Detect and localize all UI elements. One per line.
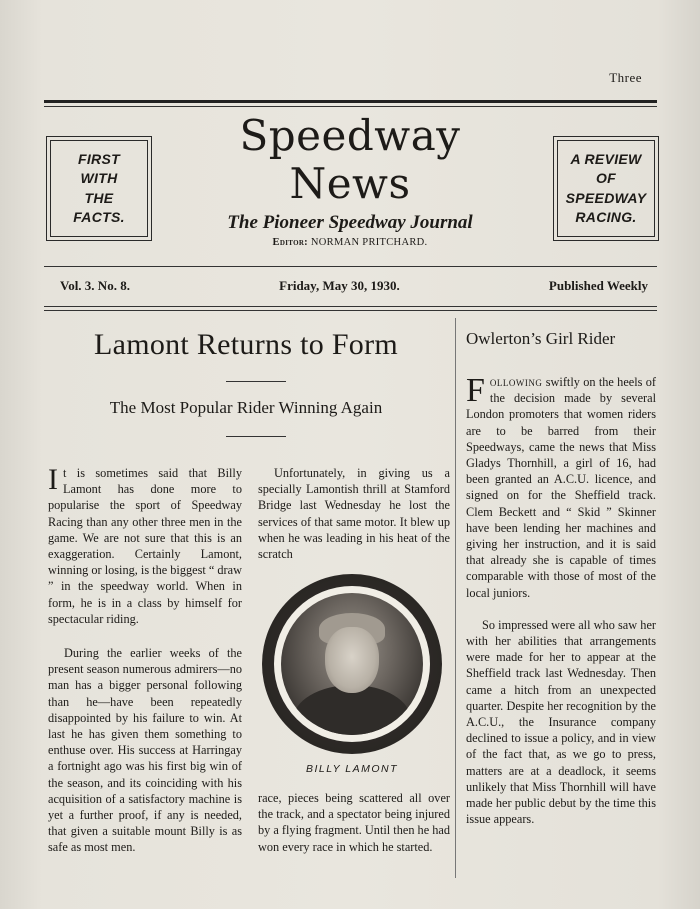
portrait-image	[281, 593, 423, 735]
slogan-left-line: THE	[84, 189, 114, 206]
main-article-column-2	[258, 465, 450, 562]
editor-label: Editor:	[272, 237, 308, 248]
slogan-right-line: A REVIEW	[570, 150, 642, 167]
slogan-left-line: WITH	[80, 170, 118, 186]
editor-credit	[180, 237, 520, 248]
article-paragraph: Unfortunately, in giving us a specially Lamontish thrill at Stamford Bridge last Wednesday he lost the services of that same motor. It blew up when he was leading in his heat of the scratch	[258, 466, 450, 562]
volume-number: Vol. 3. No. 8.	[60, 278, 130, 293]
page-number: Three	[609, 70, 642, 85]
slogan-left-line: FACTS.	[73, 209, 125, 225]
subhead-rule	[226, 436, 286, 437]
column-divider	[455, 318, 456, 878]
info-rule-bottom	[44, 306, 657, 307]
editor-name: NORMAN PRITCHARD.	[310, 237, 428, 248]
publication-frequency: Published Weekly	[548, 278, 648, 293]
info-rule-top	[44, 266, 657, 267]
slogan-box-right	[553, 136, 659, 241]
dropcap: I	[48, 463, 58, 496]
masthead-subtitle: The Pioneer Speedway Journal	[227, 212, 473, 233]
side-headline: Owlerton’s Girl Rider	[466, 329, 616, 348]
dropcap: F	[466, 372, 485, 409]
slogan-box-left	[46, 136, 152, 241]
article-paragraph: So impressed were all who saw her with her abilities that arrangements were made for her to appear at the Sheffield track last Wednesday. Then came a hitch from an unexpected quarter. Despite her recognition by the A.C.U., the Insurance company declined to issue a policy, and in view of the fact that, as we go to press, matters are at a deadlock, it seems unlikely that Miss Thornhill will have made her public debut by the time this issue appears.	[466, 617, 656, 827]
article-paragraph: swiftly on the heels of the decision made by several London promoters that women riders are to be barred from their Speedways, came the news that Miss Gladys Thornhill, a girl of 16, had been granted an A.C.U. licence, and signed on for the Sheffield track. Clem Beckett and “ Skid ” Skinner have been lending her machines and giving her instruction, and it is said that already she is capable of times comparable with those of most of the local juniors.	[466, 375, 656, 600]
issue-date: Friday, May 30, 1930.	[279, 278, 400, 293]
lead-smallcaps: ollowing	[489, 375, 543, 389]
article-paragraph: t is sometimes said that Billy Lamont has done more to popularise the sport of Speedway Racing than any other three men in the game. We are not sure that this is an exaggeration. Certainly Lamont, winning or losing, is the biggest “ draw ” in the speedway world. When in form, he is in a class by himself for spectacular riding.	[48, 466, 242, 626]
photo-caption: BILLY LAMONT	[305, 763, 399, 775]
top-rule-thin	[44, 106, 657, 107]
main-subhead: The Most Popular Rider Winning Again	[109, 398, 383, 417]
info-rule-bottom-2	[44, 310, 657, 311]
info-bar	[60, 278, 648, 294]
slogan-right-line: SPEEDWAY	[565, 189, 647, 206]
portrait-photo	[262, 574, 442, 754]
masthead-title-line1: Speedway	[239, 111, 461, 160]
masthead	[180, 112, 520, 248]
article-paragraph: During the earlier weeks of the present season numerous admirers—no man has a bigger personal following than he—have been repeatedly disappointed by his failure to win. At last he has given them something to enthuse over. His success at Harringay a fortnight ago was his first big win of the season, and its coinciding with his acquisition of a satisfactory machine is yet a further proof, if any is needed, that given a suitable mount Billy is as safe as most men.	[48, 646, 242, 855]
side-article-column	[466, 374, 656, 827]
slogan-left-line: FIRST	[78, 150, 120, 167]
top-rule	[44, 100, 657, 103]
slogan-right-line: OF	[595, 170, 617, 186]
article-paragraph: race, pieces being scattered all over the track, and a spectator being injured by a flying fragment. Until then he had won every race in which he started.	[258, 791, 450, 854]
slogan-right-line: RACING.	[575, 209, 637, 225]
headline-rule	[226, 381, 286, 382]
main-article-column-1	[48, 465, 242, 856]
main-headline: Lamont Returns to Form	[93, 328, 399, 361]
main-article-column-2-cont	[258, 790, 450, 855]
masthead-title-line2: News	[289, 159, 411, 208]
